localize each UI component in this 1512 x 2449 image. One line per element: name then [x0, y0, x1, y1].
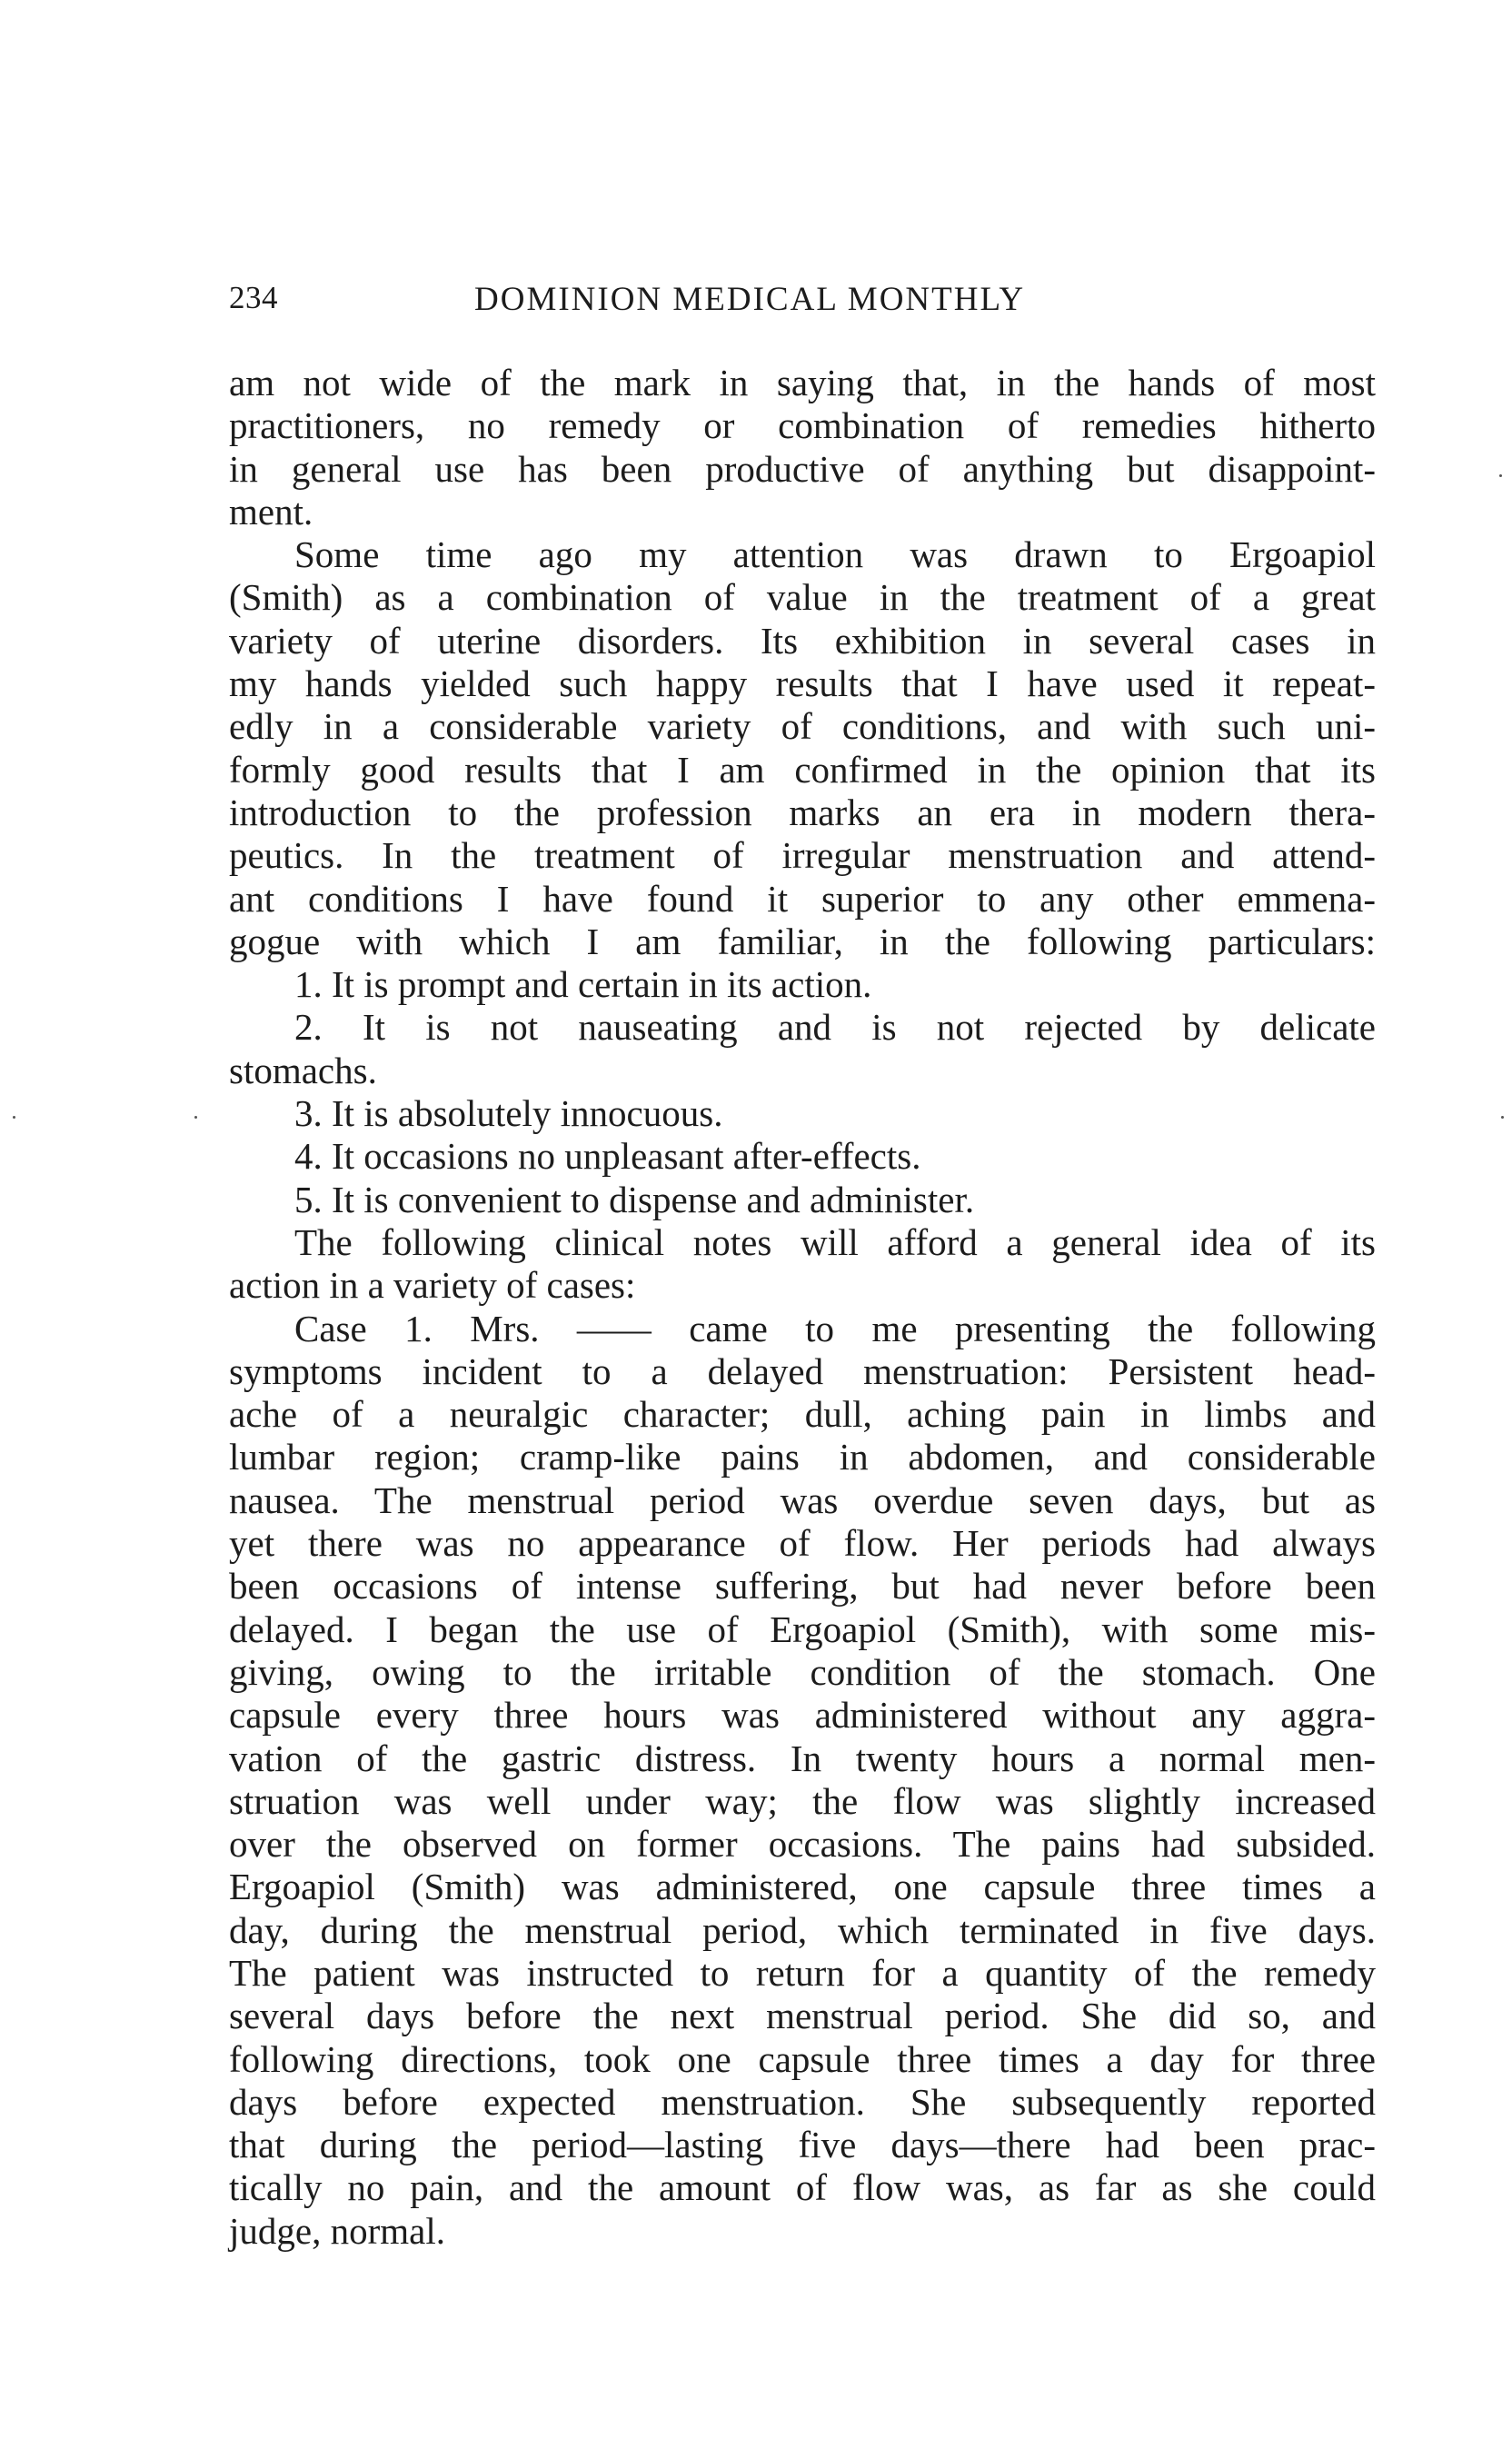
list-item: 2. It is not nauseating and is not rejected by delicate	[294, 1006, 1376, 1049]
text-line: vation of the gastric distress. In twenty hours a normal men-	[229, 1737, 1376, 1779]
text-line: tically no pain, and the amount of flow was, as far as she could	[229, 2166, 1376, 2209]
text-line: that during the period—lasting five days—there had been prac-	[229, 2124, 1376, 2166]
text-line: ment.	[229, 490, 313, 533]
text-line: practitioners, no remedy or combination of remedies hitherto	[229, 404, 1376, 447]
text-line: day, during the menstrual period, which terminated in five days.	[229, 1908, 1376, 1951]
text-line: judge, normal.	[229, 2209, 445, 2252]
list-item: 1. It is prompt and certain in its action.	[294, 963, 872, 1006]
text-line: Ergoapiol (Smith) was administered, one capsule three times a	[229, 1866, 1376, 1908]
scan-speck	[13, 1116, 15, 1119]
text-line: nausea. The menstrual period was overdue seven days, but as	[229, 1478, 1376, 1521]
text-line: my hands yielded such happy results that I have used it repeat-	[229, 662, 1376, 705]
text-line: lumbar region; cramp-like pains in abdomen, and considerable	[229, 1436, 1376, 1478]
text-line: action in a variety of cases:	[229, 1264, 636, 1307]
text-line: ache of a neuralgic character; dull, aching pain in limbs and	[229, 1393, 1376, 1436]
page-number: 234	[229, 280, 278, 315]
text-line: introduction to the profession marks an era in modern thera-	[229, 791, 1376, 833]
paragraph-start-line: Case 1. Mrs. —— came to me presenting the following	[294, 1307, 1376, 1349]
page-header	[229, 280, 1288, 334]
text-line: edly in a considerable variety of conditions, and with such uni-	[229, 705, 1376, 748]
scan-speck	[1499, 474, 1502, 477]
text-line: been occasions of intense suffering, but had never before been	[229, 1565, 1376, 1608]
list-item: 3. It is absolutely innocuous.	[294, 1092, 723, 1135]
text-line: following directions, took one capsule three times a day for three	[229, 2037, 1376, 2080]
text-line: days before expected menstruation. She subsequently reported	[229, 2080, 1376, 2123]
scan-speck	[194, 1116, 197, 1119]
text-line: (Smith) as a combination of value in the treatment of a great	[229, 576, 1376, 619]
text-line: variety of uterine disorders. Its exhibition in several cases in	[229, 619, 1376, 662]
text-line: delayed. I began the use of Ergoapiol (Smith), with some mis-	[229, 1608, 1376, 1650]
text-line: gogue with which I am familiar, in the following particulars:	[229, 920, 1376, 962]
text-line: The patient was instructed to return for a quantity of the remedy	[229, 1951, 1376, 1994]
scan-speck	[1501, 1116, 1504, 1119]
text-line: stomachs.	[229, 1049, 377, 1091]
text-line: peutics. In the treatment of irregular menstruation and attend-	[229, 834, 1376, 877]
body-text	[229, 362, 1376, 2253]
text-line: ant conditions I have found it superior to any other emmena-	[229, 877, 1376, 920]
list-item: 5. It is convenient to dispense and administer.	[294, 1178, 975, 1220]
text-line: giving, owing to the irritable condition of the stomach. One	[229, 1650, 1376, 1693]
text-line: struation was well under way; the flow was slightly increased	[229, 1779, 1376, 1822]
text-line: over the observed on former occasions. The pains had subsided.	[229, 1823, 1376, 1866]
text-line: yet there was no appearance of flow. Her periods had always	[229, 1522, 1376, 1565]
text-line: symptoms incident to a delayed menstruation: Persistent head-	[229, 1349, 1376, 1392]
text-line: in general use has been productive of anything but disappoint-	[229, 447, 1376, 490]
text-line: capsule every three hours was administered without any aggra-	[229, 1694, 1376, 1737]
running-title: DOMINION MEDICAL MONTHLY	[474, 281, 1026, 318]
list-item: 4. It occasions no unpleasant after-effects.	[294, 1135, 921, 1178]
text-line: am not wide of the mark in saying that, in the hands of most	[229, 362, 1376, 403]
paragraph-start-line: Some time ago my attention was drawn to Ergoapiol	[294, 533, 1376, 576]
paragraph-start-line: The following clinical notes will afford a general idea of its	[294, 1220, 1376, 1263]
text-line: formly good results that I am confirmed in the opinion that its	[229, 748, 1376, 791]
text-line: several days before the next menstrual period. She did so, and	[229, 1995, 1376, 2037]
